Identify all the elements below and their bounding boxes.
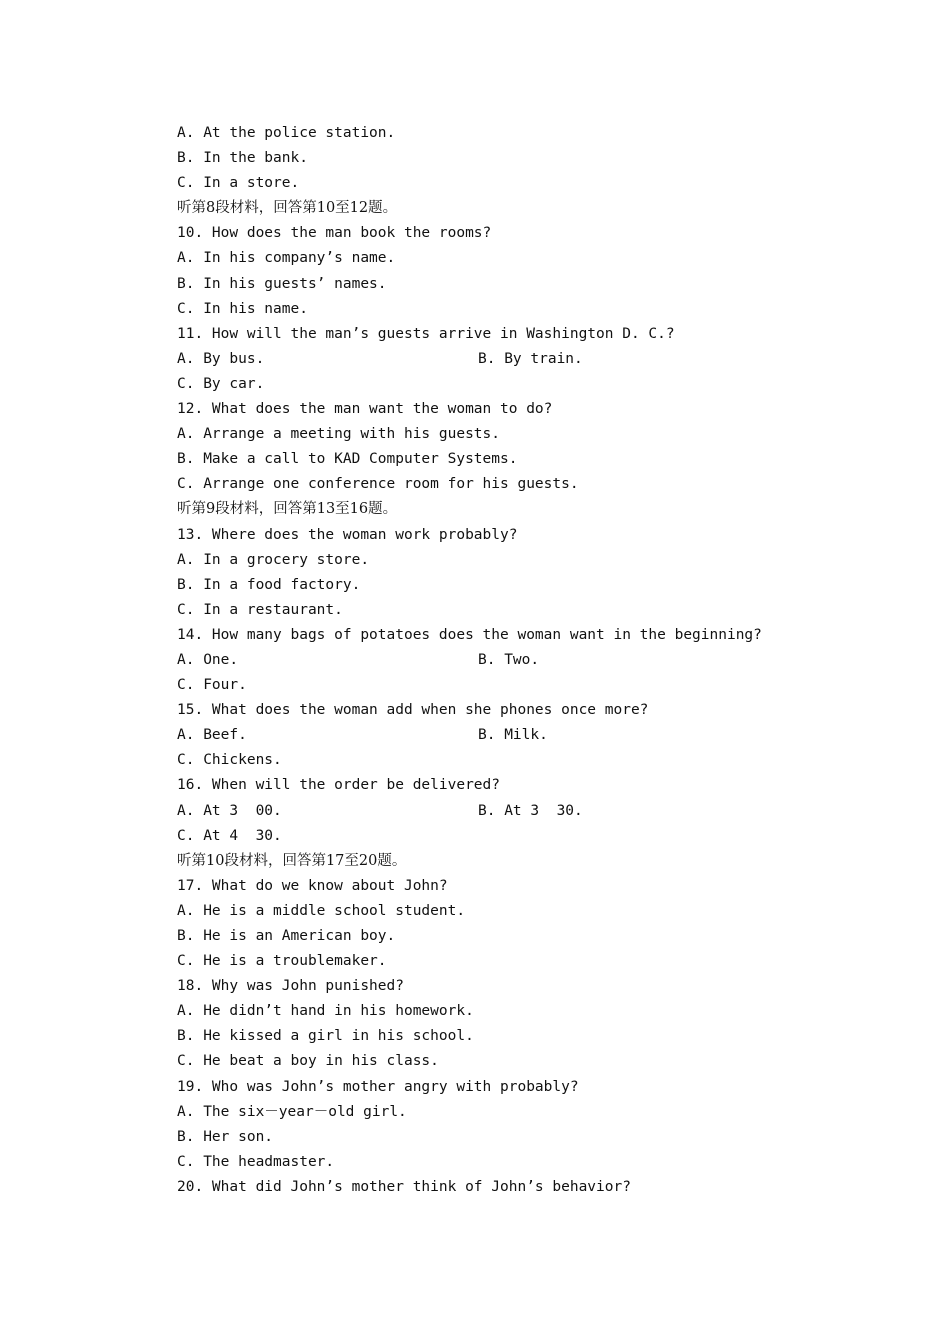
section-heading [177, 196, 877, 221]
text-line [177, 1125, 877, 1150]
line-text: 11. How will the man’s guests arrive in Washington D. C.? [177, 325, 675, 342]
line-text: 18. Why was John punished? [177, 978, 404, 995]
line-text: C. Arrange one conference room for his guests. [177, 476, 579, 493]
text-line [177, 673, 877, 698]
text-line [177, 1024, 877, 1049]
text-line [177, 472, 877, 497]
line-text: A. The six－year－old girl. [177, 1103, 407, 1120]
text-line [177, 899, 877, 924]
text-line [177, 221, 877, 246]
text-line [177, 1150, 877, 1175]
text-line [177, 623, 877, 648]
text-line [177, 799, 877, 824]
line-text: A. He is a middle school student. [177, 902, 466, 919]
text-line [177, 121, 877, 146]
text-line [177, 397, 877, 422]
line-text: B. He is an American boy. [177, 928, 396, 944]
text-line [177, 272, 877, 297]
line-text: A. At 3 00. [177, 802, 282, 819]
text-line [177, 1100, 877, 1125]
line-text: A. By bus. [177, 350, 265, 367]
line-text: 12. What does the man want the woman to do? [177, 401, 553, 418]
line-text: 16. When will the order be delivered? [177, 777, 501, 794]
line-text: 10. How does the man book the rooms? [177, 225, 492, 242]
line-text: 19. Who was John’s mother angry with probably? [177, 1078, 579, 1095]
line-text: A. In his company’s name. [177, 250, 396, 267]
line-text: C. Four. [177, 677, 247, 694]
text-line [177, 824, 877, 849]
text-line [177, 949, 877, 974]
line-text: C. In a restaurant. [177, 601, 343, 618]
line-text: A. One. [177, 651, 239, 668]
line-text: B. In the bank. [177, 150, 308, 167]
line-text: B. In a food factory. [177, 576, 361, 593]
line-text: 听第8段材料，回答第10至12题。 [177, 200, 398, 217]
text-line [177, 372, 877, 397]
option-right: B. Two. [478, 651, 540, 668]
line-text: C. By car. [177, 375, 265, 392]
text-line [177, 347, 877, 372]
line-text: 13. Where does the woman work probably? [177, 526, 518, 543]
text-line [177, 648, 877, 673]
text-line [177, 874, 877, 899]
line-text: 20. What did John’s mother think of John’s behavior? [177, 1178, 631, 1195]
text-line [177, 171, 877, 196]
line-text: B. Make a call to KAD Computer Systems. [177, 451, 518, 468]
text-line [177, 548, 877, 573]
text-line [177, 698, 877, 723]
line-text: C. Chickens. [177, 752, 282, 769]
line-text: A. Beef. [177, 727, 247, 744]
line-text: A. He didn’t hand in his homework. [177, 1003, 474, 1020]
text-line [177, 598, 877, 623]
option-right: B. By train. [478, 350, 583, 367]
line-text: A. Arrange a meeting with his guests. [177, 426, 501, 443]
line-text: A. At the police station. [177, 125, 396, 141]
line-text: 14. How many bags of potatoes does the woman want in the beginning? [177, 626, 762, 643]
text-line [177, 146, 877, 171]
option-right: B. At 3 30. [478, 802, 583, 819]
line-text: 听第10段材料，回答第17至20题。 [177, 852, 407, 869]
text-line [177, 723, 877, 748]
text-line [177, 748, 877, 773]
text-line [177, 924, 877, 949]
section-heading [177, 497, 877, 522]
line-text: C. In a store. [177, 175, 300, 192]
text-line [177, 1075, 877, 1100]
text-line [177, 246, 877, 271]
text-line [177, 999, 877, 1024]
text-line [177, 322, 877, 347]
text-line [177, 297, 877, 322]
line-text: 听第9段材料，回答第13至16题。 [177, 501, 398, 518]
text-line [177, 422, 877, 447]
line-text: C. He beat a boy in his class. [177, 1053, 439, 1070]
line-text: C. At 4 30. [177, 827, 282, 844]
line-text: C. The headmaster. [177, 1153, 335, 1170]
line-text: A. In a grocery store. [177, 551, 370, 568]
line-text: B. In his guests’ names. [177, 275, 387, 292]
text-line [177, 1049, 877, 1074]
line-text: B. He kissed a girl in his school. [177, 1028, 474, 1045]
text-line [177, 974, 877, 999]
line-text: C. In his name. [177, 300, 308, 317]
text-line [177, 1175, 877, 1200]
section-heading [177, 849, 877, 874]
text-line [177, 447, 877, 472]
text-line [177, 523, 877, 548]
line-text: 15. What does the woman add when she phones once more? [177, 702, 649, 719]
line-text: 17. What do we know about John? [177, 877, 448, 894]
text-line [177, 773, 877, 798]
text-line [177, 573, 877, 598]
option-right: B. Milk. [478, 727, 548, 744]
line-text: C. He is a troublemaker. [177, 953, 387, 970]
line-text: B. Her son. [177, 1128, 274, 1145]
exam-text [177, 121, 877, 1200]
